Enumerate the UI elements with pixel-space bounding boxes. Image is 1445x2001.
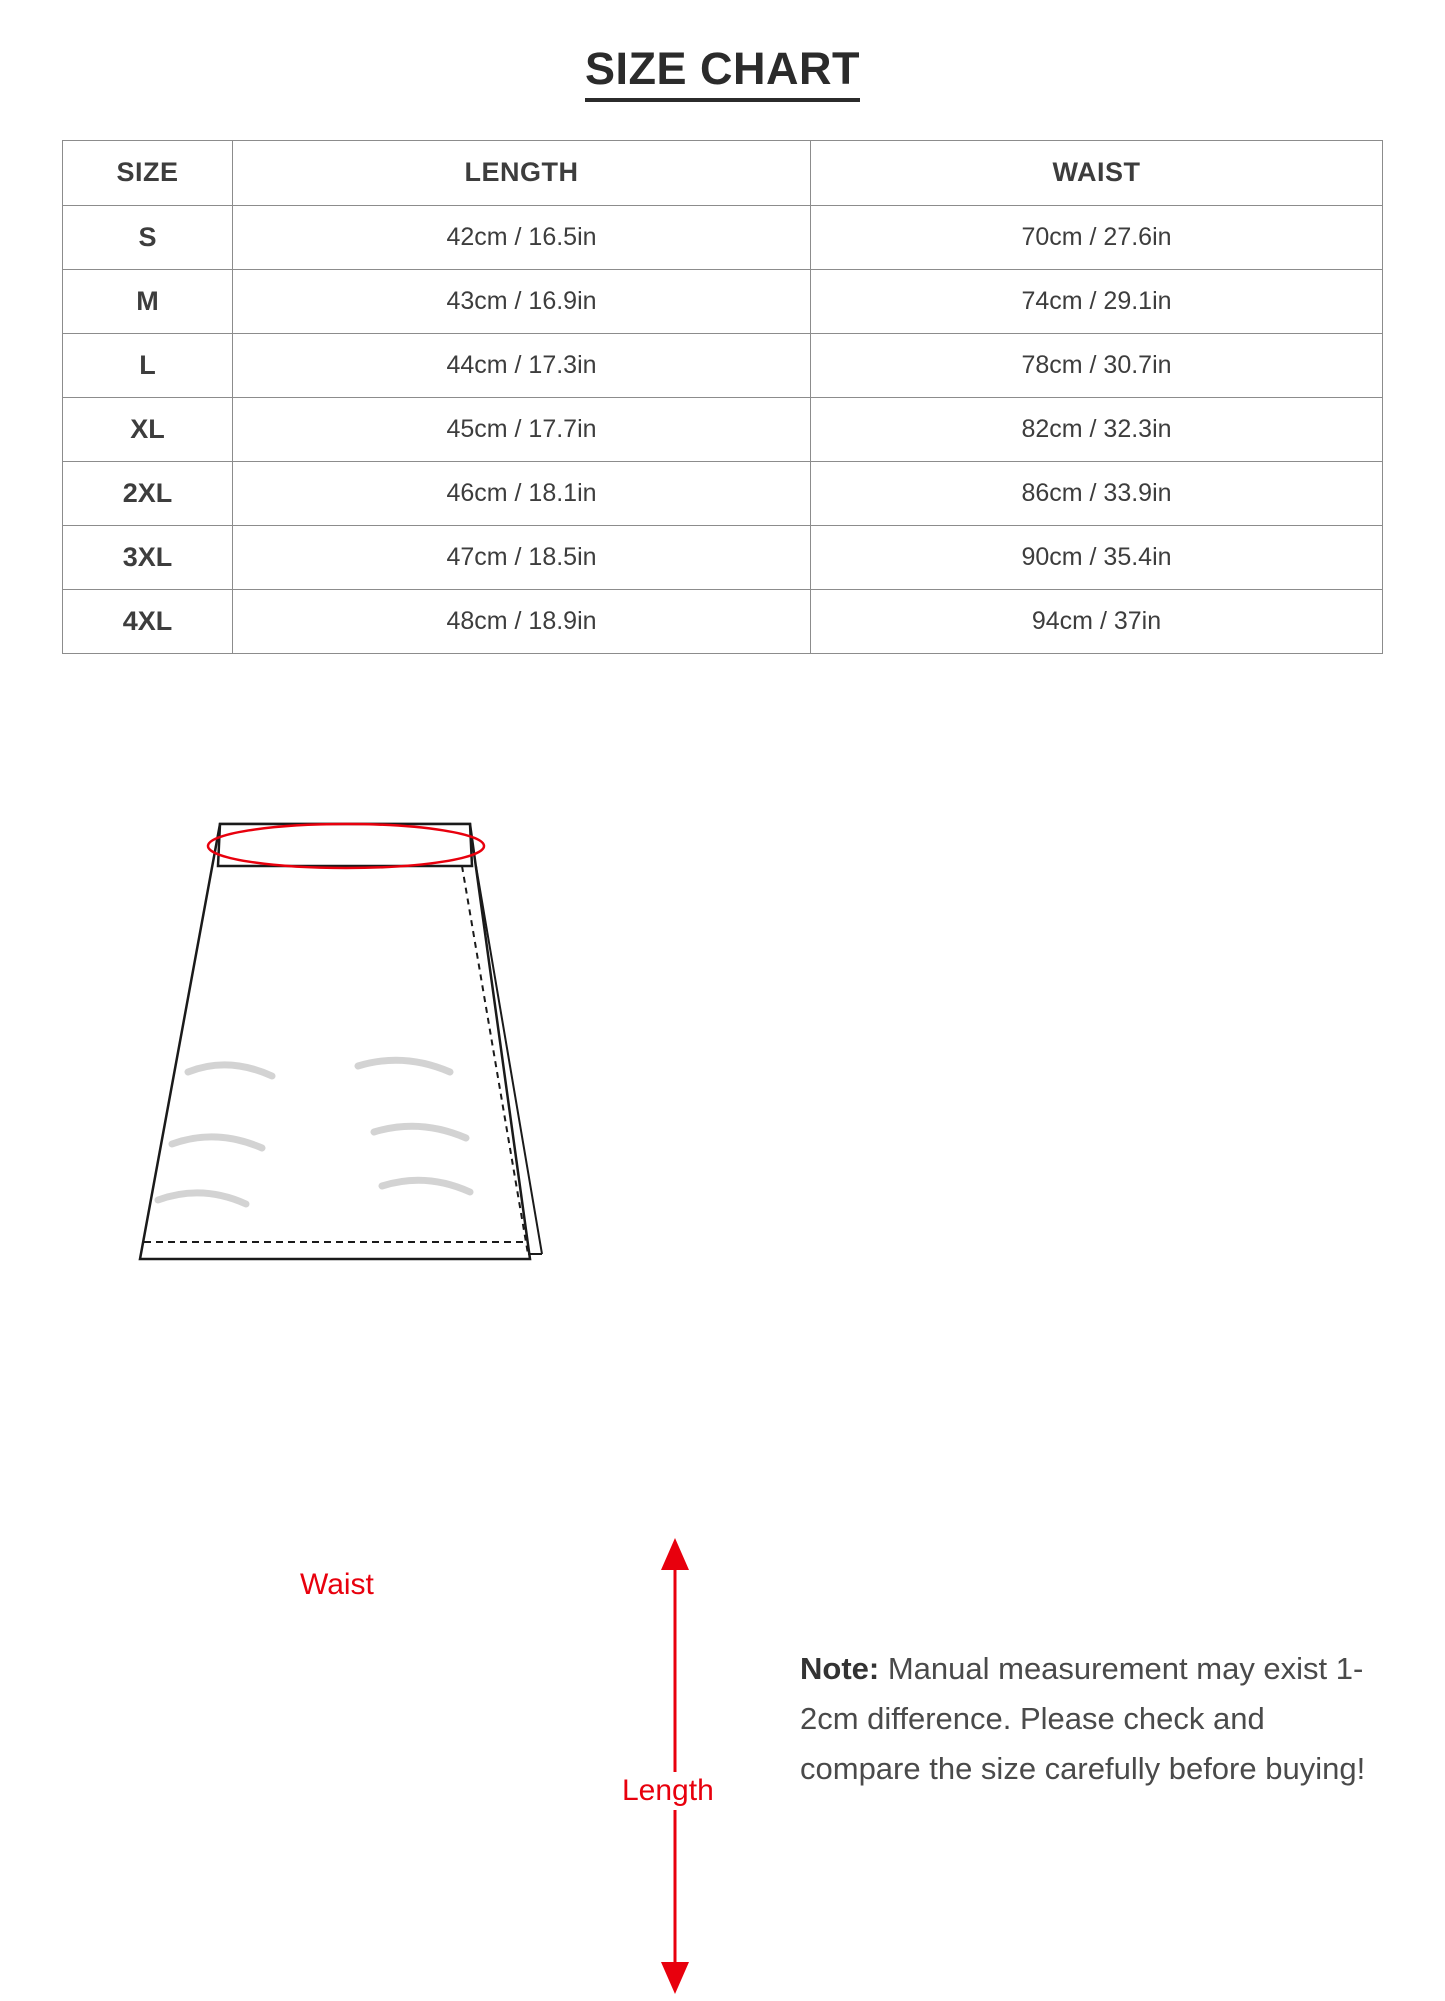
cell-size: M xyxy=(63,269,233,333)
table-row xyxy=(63,397,1383,461)
cell-size: 3XL xyxy=(63,525,233,589)
cell-size: S xyxy=(63,205,233,269)
cell-waist: 82cm / 32.3in xyxy=(811,397,1383,461)
cell-waist: 70cm / 27.6in xyxy=(811,205,1383,269)
title-container xyxy=(0,0,1445,102)
header-waist: WAIST xyxy=(811,140,1383,205)
table-header-row xyxy=(63,140,1383,205)
skirt-illustration xyxy=(110,814,580,1334)
note-label: Note: xyxy=(800,1650,880,1686)
length-measure-label: Length xyxy=(618,1772,718,1810)
cell-length: 46cm / 18.1in xyxy=(233,461,811,525)
table-row xyxy=(63,525,1383,589)
note-body: Manual measurement may exist 1-2cm difference. Please check and compare the size carefully before buying! xyxy=(800,1650,1366,1786)
cell-length: 48cm / 18.9in xyxy=(233,589,811,653)
header-size: SIZE xyxy=(63,140,233,205)
cell-waist: 94cm / 37in xyxy=(811,589,1383,653)
cell-size: L xyxy=(63,333,233,397)
size-chart-table xyxy=(62,140,1383,654)
table-head xyxy=(63,140,1383,205)
cell-length: 43cm / 16.9in xyxy=(233,269,811,333)
table-row xyxy=(63,205,1383,269)
note-text xyxy=(800,1644,1370,1795)
waist-measure-label: Waist xyxy=(300,1567,374,1601)
cell-length: 45cm / 17.7in xyxy=(233,397,811,461)
cell-waist: 74cm / 29.1in xyxy=(811,269,1383,333)
diagram-section xyxy=(0,744,1445,1807)
cell-size: 4XL xyxy=(63,589,233,653)
page-title: SIZE CHART xyxy=(585,44,860,102)
cell-length: 47cm / 18.5in xyxy=(233,525,811,589)
cell-waist: 78cm / 30.7in xyxy=(811,333,1383,397)
cell-length: 44cm / 17.3in xyxy=(233,333,811,397)
cell-waist: 86cm / 33.9in xyxy=(811,461,1383,525)
cell-waist: 90cm / 35.4in xyxy=(811,525,1383,589)
cell-size: 2XL xyxy=(63,461,233,525)
table-row xyxy=(63,461,1383,525)
table-row xyxy=(63,589,1383,653)
header-length: LENGTH xyxy=(233,140,811,205)
table-body xyxy=(63,205,1383,653)
cell-size: XL xyxy=(63,397,233,461)
table-row xyxy=(63,269,1383,333)
size-table-container xyxy=(62,140,1383,654)
length-measure-arrow xyxy=(630,1536,720,1996)
cell-length: 42cm / 16.5in xyxy=(233,205,811,269)
table-row xyxy=(63,333,1383,397)
